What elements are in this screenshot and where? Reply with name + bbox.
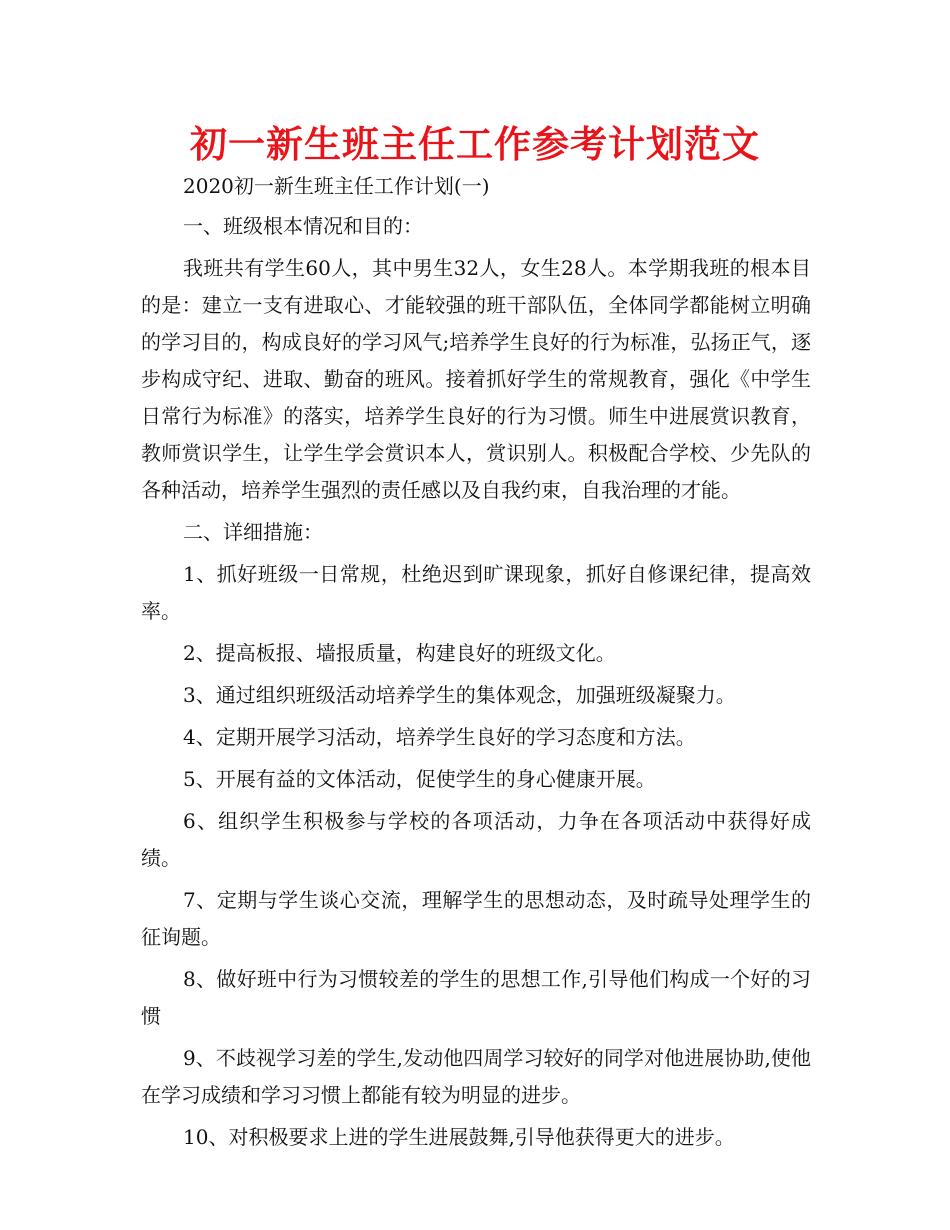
- measure-item: 3、通过组织班级活动培养学生的集体观念，加强班级凝聚力。: [183, 683, 736, 707]
- section-heading-measures: 二、详细措施：: [183, 520, 323, 544]
- measure-item: 5、开展有益的文体活动，促使学生的身心健康开展。: [183, 767, 656, 791]
- measure-item: 6、组织学生积极参与学校的各项活动，力争在各项活动中获得好成绩。: [141, 809, 811, 870]
- document-title: 初一新生班主任工作参考计划范文: [190, 123, 760, 166]
- measure-item: 7、定期与学生谈心交流，理解学生的思想动态，及时疏导处理学生的征询题。: [141, 888, 811, 949]
- measure-item: 1、抓好班级一日常规，杜绝迟到旷课现象，抓好自修课纪律，提高效率。: [141, 562, 811, 623]
- measure-item: 9、不歧视学习差的学生,发动他四周学习较好的同学对他进展协助,使他在学习成绩和学习习惯上都能有较为明显的进步。: [141, 1046, 811, 1107]
- section-paragraph-basic-situation: 我班共有学生60人，其中男生32人，女生28人。本学期我班的根本目的是：建立一支有进取心、才能较强的班干部队伍，全体同学都能树立明确的学习目的，构成良好的学习风气;培养学生良好的行为标准，弘扬正气，逐步构成守纪、进取、勤奋的班风。接着抓好学生的常规教育，强化《中学生日常行为标准》的落实，培养学生良好的行为习惯。师生中进展赏识教育，教师赏识学生，让学生学会赏识本人，赏识别人。积极配合学校、少先队的各种活动，培养学生强烈的责任感以及自我约束，自我治理的才能。: [141, 256, 811, 502]
- measure-item: 4、定期开展学习活动，培养学生良好的学习态度和方法。: [183, 725, 696, 749]
- measure-item: 10、对积极要求上进的学生进展鼓舞,引导他获得更大的进步。: [183, 1125, 735, 1149]
- document-body: [141, 168, 811, 1161]
- measure-item: 2、提高板报、墙报质量，构建良好的班级文化。: [183, 641, 616, 665]
- document-subtitle: 2020初一新生班主任工作计划(一): [183, 174, 490, 198]
- measure-item: 8、做好班中行为习惯较差的学生的思想工作,引导他们构成一个好的习惯: [141, 967, 811, 1028]
- section-heading-basic-situation: 一、班级根本情况和目的：: [183, 214, 423, 238]
